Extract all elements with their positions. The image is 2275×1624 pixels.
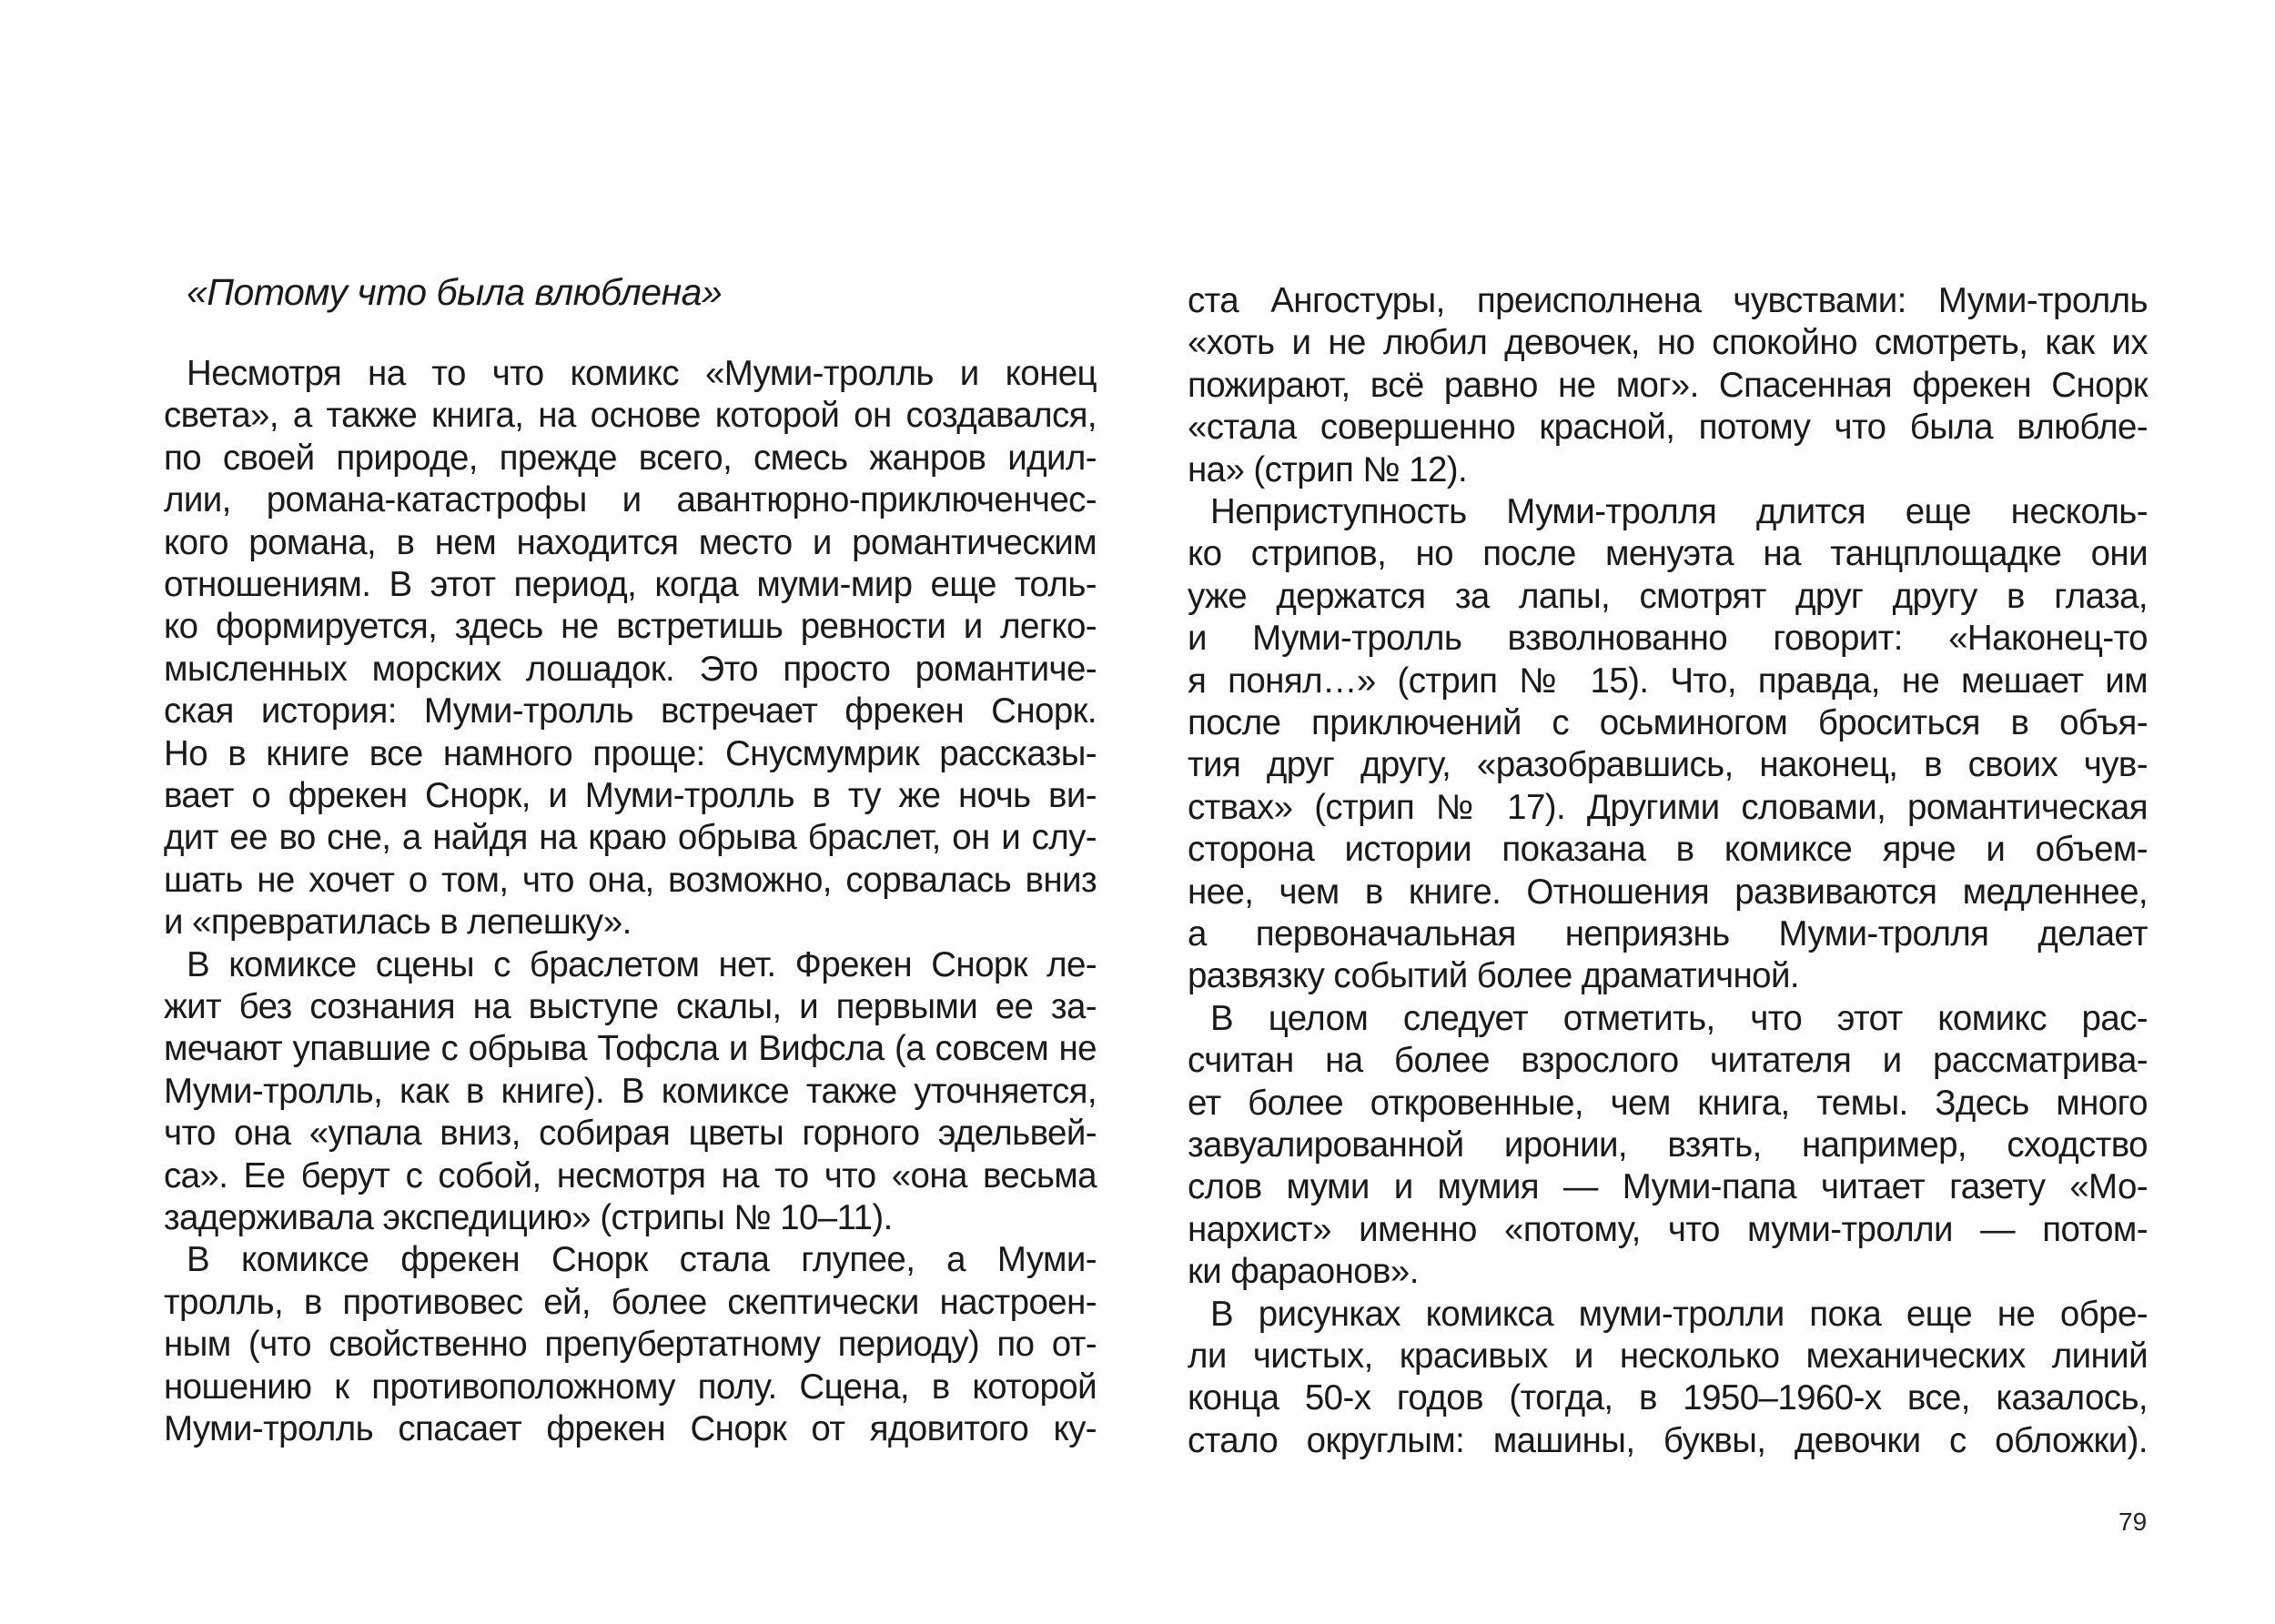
text-line: нархист» именно «потому, что муми-тролли — потом- bbox=[1188, 1209, 2148, 1249]
text-line: В комиксе сцены с браслетом нет. Фрекен Снорк ле- bbox=[187, 944, 1097, 984]
text-line: ста Ангостуры, преисполнена чувствами: Муми-тролль bbox=[1188, 281, 2148, 320]
text-line: ли чистых, красивых и несколько механических линий bbox=[1188, 1337, 2148, 1376]
text-line: Муми-тролль, как в книге). В комиксе также уточняется, bbox=[164, 1071, 1097, 1111]
text-line: считан на более взрослого читателя и рассматрива- bbox=[1188, 1041, 2148, 1081]
text-line: и Муми-тролль взволнованно говорит: «Наконец-то bbox=[1188, 619, 2148, 659]
text-line: и «превратилась в лепешку». bbox=[164, 903, 632, 943]
text-line: В рисунках комикса муми-тролли пока еще не обре- bbox=[1210, 1294, 2148, 1334]
text-line: задерживала экспедицию» (стрипы № 10–11). bbox=[164, 1198, 893, 1237]
text-line: после приключений с осьминогом броситься в объя- bbox=[1188, 703, 2148, 742]
text-line: стало округлым: машины, буквы, девочки с обложки). bbox=[1188, 1420, 2148, 1460]
text-line: Муми-тролль спасает фрекен Снорк от ядовитого ку- bbox=[164, 1409, 1097, 1448]
text-line: мысленных морских лошадок. Это просто романтиче- bbox=[164, 649, 1097, 689]
text-line: вает о фрекен Снорк, и Муми-тролль в ту же ночь ви- bbox=[164, 776, 1097, 815]
text-line: «стала совершенно красной, потому что была влюбле- bbox=[1188, 408, 2148, 448]
page-number: 79 bbox=[2118, 1508, 2148, 1536]
text-line: я понял…» (стрип № 15). Что, правда, не мешает им bbox=[1188, 661, 2148, 701]
text-line: дит ее во сне, а найдя на краю обрыва браслет, он и слу- bbox=[164, 818, 1097, 858]
text-line: ская история: Муми-тролль встречает фрекен Снорк. bbox=[164, 691, 1097, 731]
text-line: кого романа, в нем находится место и романтическим bbox=[164, 522, 1097, 562]
text-line: ствах» (стрип № 17). Другими словами, романтическая bbox=[1188, 787, 2148, 827]
text-line: тия друг другу, «разобравшись, наконец, в своих чув- bbox=[1188, 745, 2148, 785]
text-line: В комиксе фрекен Снорк стала глупее, а Муми- bbox=[187, 1240, 1097, 1280]
section-heading: «Потому что была влюблена» bbox=[187, 271, 723, 313]
text-line: что она «упала вниз, собирая цветы горного эдельвей- bbox=[164, 1114, 1097, 1154]
text-line: отношениям. В этот период, когда муми-мир еще толь- bbox=[164, 565, 1097, 604]
text-line: Неприступность Муми-тролля длится еще несколь- bbox=[1210, 492, 2148, 531]
text-line: нее, чем в книге. Отношения развиваются медленнее, bbox=[1188, 872, 2148, 912]
text-line: шать не хочет о том, что она, возможно, сорвалась вниз bbox=[164, 860, 1097, 900]
text-line: мечают упавшие с обрыва Тофсла и Вифсла (а совсем не bbox=[164, 1029, 1097, 1069]
text-line: жит без сознания на выступе скалы, и первыми ее за- bbox=[164, 987, 1097, 1026]
text-line: «хоть и не любил девочек, но спокойно смотреть, как их bbox=[1188, 323, 2148, 363]
text-line: света», а также книга, на основе которой он создавался, bbox=[164, 396, 1097, 436]
text-line: а первоначальная неприязнь Муми-тролля делает bbox=[1188, 914, 2148, 953]
text-line: лии, романа-катастрофы и авантюрно-приключенчес- bbox=[164, 480, 1097, 520]
text-line: на» (стрип № 12). bbox=[1188, 449, 1468, 489]
text-line: тролль, в противовес ей, более скептически настроен- bbox=[164, 1282, 1097, 1322]
text-line: ки фараонов». bbox=[1188, 1252, 1419, 1292]
text-line: ко стрипов, но после менуэта на танцплощадке они bbox=[1188, 534, 2148, 574]
text-line: сторона истории показана в комиксе ярче и объем- bbox=[1188, 830, 2148, 870]
text-line: по своей природе, прежде всего, смесь жанров идил- bbox=[164, 438, 1097, 478]
text-line: Но в книге все намного проще: Снусмумрик рассказы- bbox=[164, 733, 1097, 773]
text-line: В целом следует отметить, что этот комикс рас- bbox=[1210, 998, 2148, 1038]
text-line: уже держатся за лапы, смотрят друг другу в глаза, bbox=[1188, 576, 2148, 616]
text-line: завуалированной иронии, взять, например, сходство bbox=[1188, 1125, 2148, 1165]
text-line: ко формируется, здесь не встретишь ревности и легко- bbox=[164, 607, 1097, 647]
text-line: ет более откровенные, чем книга, темы. Здесь много bbox=[1188, 1083, 2148, 1123]
text-line: конца 50-х годов (тогда, в 1950–1960-х все, казалось, bbox=[1188, 1378, 2148, 1418]
text-line: слов муми и мумия — Муми-папа читает газету «Мо- bbox=[1188, 1167, 2148, 1207]
text-line: ношению к противоположному полу. Сцена, в которой bbox=[164, 1367, 1097, 1407]
text-line: Несмотря на то что комикс «Муми-тролль и конец bbox=[187, 354, 1097, 393]
text-line: ным (что свойственно препубертатному периоду) по от- bbox=[164, 1325, 1097, 1365]
text-line: пожирают, всё равно не мог». Спасенная фрекен Снорк bbox=[1188, 365, 2148, 405]
text-line: развязку событий более драматичной. bbox=[1188, 956, 1799, 996]
text-line: са». Ее берут с собой, несмотря на то что «она весьма bbox=[164, 1155, 1097, 1195]
